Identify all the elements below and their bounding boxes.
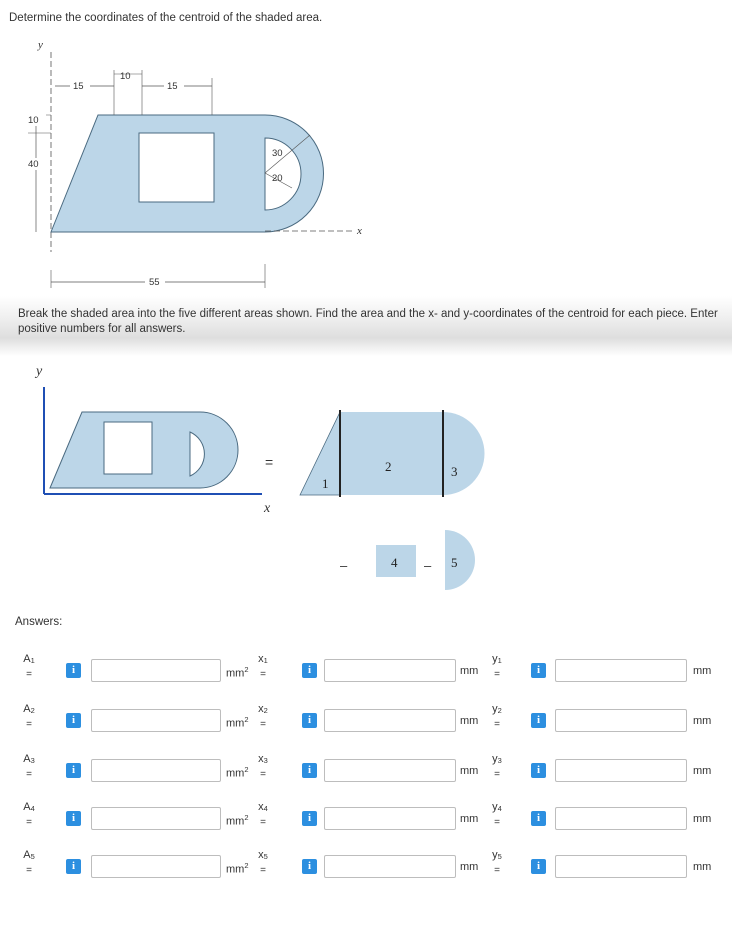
decomposition-figure: [0, 360, 732, 600]
area-symbol: $A_1$ =: [23, 653, 35, 680]
x-centroid-symbol: $x_3$ =: [258, 753, 268, 780]
fig2-x-axis-label: x: [264, 501, 271, 516]
area-symbol: $A_3$ =: [23, 753, 35, 780]
y-centroid-symbol: $y_2$ =: [492, 703, 502, 730]
info-button-x[interactable]: i: [302, 859, 317, 874]
x-centroid-input[interactable]: [324, 807, 456, 830]
answer-row: [0, 702, 732, 742]
x-centroid-symbol: $x_1$ =: [258, 653, 268, 680]
info-button-x[interactable]: i: [302, 713, 317, 728]
problem-figure-svg: [0, 30, 400, 300]
info-button-x[interactable]: i: [302, 763, 317, 778]
y-unit: mm: [693, 665, 712, 677]
answer-row: [0, 652, 732, 692]
fig1-y-axis-label: y: [38, 39, 43, 51]
y-unit: mm: [693, 813, 712, 825]
y-unit: mm: [693, 765, 712, 777]
x-centroid-input[interactable]: [324, 659, 456, 682]
dim-40: 40: [28, 159, 39, 170]
x-unit: mm: [460, 813, 479, 825]
y-unit: mm: [693, 861, 712, 873]
dim-30: 30: [272, 148, 283, 159]
y-unit: mm: [693, 715, 712, 727]
area-input[interactable]: [91, 759, 221, 782]
info-button-area[interactable]: i: [66, 859, 81, 874]
decomposition-figure-svg: [0, 360, 732, 600]
y-centroid-symbol: $y_5$ =: [492, 849, 502, 876]
area-input[interactable]: [91, 709, 221, 732]
x-centroid-input[interactable]: [324, 855, 456, 878]
fig2-y-axis-label: y: [36, 364, 43, 379]
minus-sign-2: –: [424, 558, 432, 573]
dim-55: 55: [149, 277, 160, 288]
dim-15-right: 15: [167, 81, 178, 92]
dim-15-left: 15: [73, 81, 84, 92]
y-centroid-input[interactable]: [555, 709, 687, 732]
y-centroid-symbol: $y_4$ =: [492, 801, 502, 828]
area-unit: $mm^2$: [226, 665, 249, 680]
x-centroid-symbol: $x_5$ =: [258, 849, 268, 876]
x-centroid-symbol: $x_2$ =: [258, 703, 268, 730]
part-1-label: 1: [322, 476, 329, 491]
info-button-y[interactable]: i: [531, 713, 546, 728]
area-symbol: $A_4$ =: [23, 801, 35, 828]
x-centroid-input[interactable]: [324, 759, 456, 782]
part-5-semicircle: [445, 530, 475, 590]
fig1-x-axis-label: x: [357, 225, 362, 237]
x-unit: mm: [460, 665, 479, 677]
x-centroid-symbol: $x_4$ =: [258, 801, 268, 828]
part-5-label: 5: [451, 555, 458, 570]
area-input[interactable]: [91, 659, 221, 682]
x-unit: mm: [460, 861, 479, 873]
y-centroid-input[interactable]: [555, 659, 687, 682]
answer-row: [0, 800, 732, 840]
minus-sign-1: –: [340, 558, 348, 573]
x-unit: mm: [460, 765, 479, 777]
dim-20: 20: [272, 173, 283, 184]
y-centroid-input[interactable]: [555, 807, 687, 830]
area-input[interactable]: [91, 855, 221, 878]
y-centroid-symbol: $y_1$ =: [492, 653, 502, 680]
area-unit: $mm^2$: [226, 861, 249, 876]
area-symbol: $A_5$ =: [23, 849, 35, 876]
info-button-x[interactable]: i: [302, 663, 317, 678]
info-button-area[interactable]: i: [66, 811, 81, 826]
part-2-label: 2: [385, 459, 392, 474]
info-button-x[interactable]: i: [302, 811, 317, 826]
x-unit: mm: [460, 715, 479, 727]
answer-row: [0, 752, 732, 792]
part-3-label: 3: [451, 464, 458, 479]
shaded-area: [51, 115, 324, 232]
x-centroid-input[interactable]: [324, 709, 456, 732]
info-button-y[interactable]: i: [531, 663, 546, 678]
info-button-y[interactable]: i: [531, 859, 546, 874]
y-centroid-symbol: $y_3$ =: [492, 753, 502, 780]
full-shape: [50, 412, 238, 488]
info-button-area[interactable]: i: [66, 663, 81, 678]
area-unit: $mm^2$: [226, 765, 249, 780]
area-unit: $mm^2$: [226, 813, 249, 828]
dim-10-left: 10: [28, 115, 39, 126]
area-unit: $mm^2$: [226, 715, 249, 730]
area-input[interactable]: [91, 807, 221, 830]
answer-row: [0, 848, 732, 888]
info-button-area[interactable]: i: [66, 763, 81, 778]
info-button-area[interactable]: i: [66, 713, 81, 728]
part-3-semicircle: [443, 412, 485, 495]
part-2-rectangle: [340, 412, 443, 495]
info-button-y[interactable]: i: [531, 811, 546, 826]
instructions-text: Break the shaded area into the five different areas shown. Find the area and the x- and y-coordinates of the centroid for each piece. Enter positive numbers for all answers.: [18, 308, 718, 335]
dim-10-top: 10: [120, 71, 131, 82]
answers-label: Answers:: [15, 616, 63, 628]
equals-sign: =: [265, 454, 274, 470]
question-text: Determine the coordinates of the centroid of the shaded area.: [9, 12, 323, 24]
part-4-label: 4: [391, 555, 398, 570]
problem-figure: [0, 30, 400, 300]
area-symbol: $A_2$ =: [23, 703, 35, 730]
y-centroid-input[interactable]: [555, 759, 687, 782]
info-button-y[interactable]: i: [531, 763, 546, 778]
part-1-triangle: [300, 412, 340, 495]
y-centroid-input[interactable]: [555, 855, 687, 878]
